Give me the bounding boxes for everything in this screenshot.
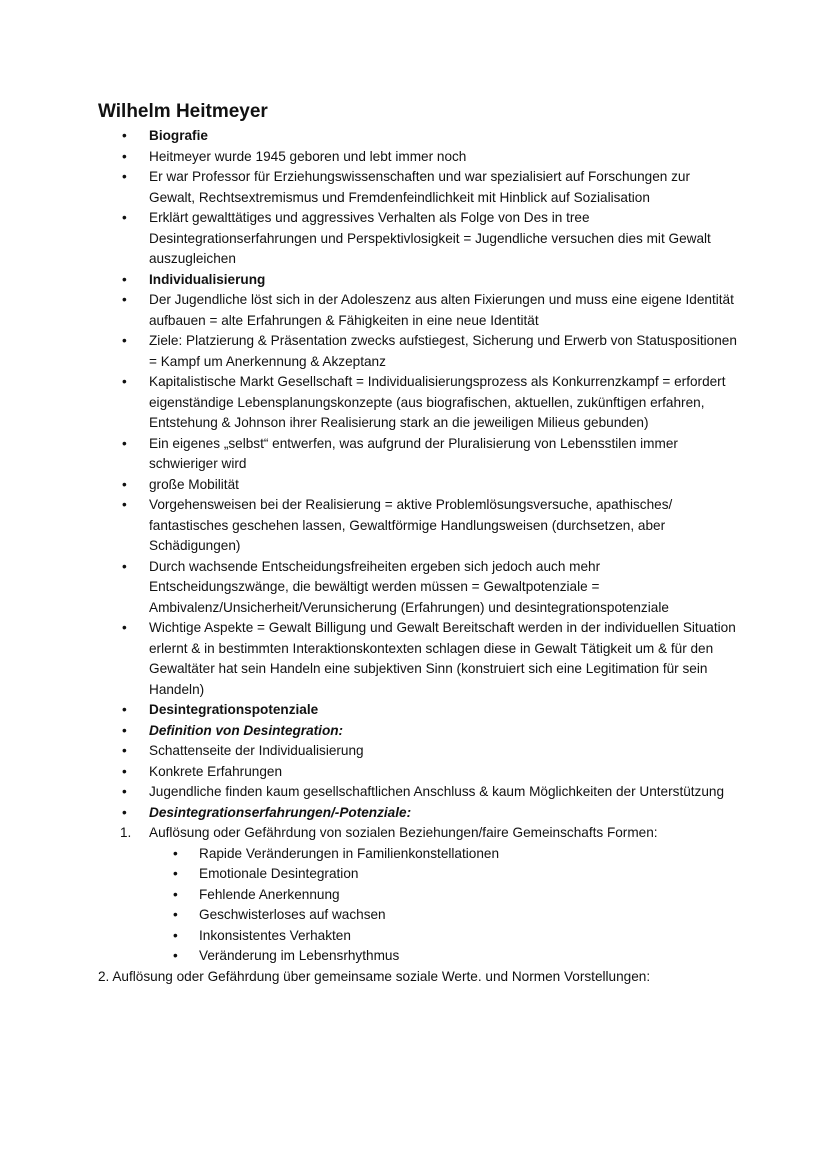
sub-list-item bbox=[98, 905, 738, 926]
bullet-icon: • bbox=[122, 435, 127, 451]
bullet-icon: • bbox=[122, 210, 127, 225]
bullet-icon: • bbox=[122, 763, 127, 779]
list-item-text: Konkrete Erfahrungen bbox=[149, 763, 283, 779]
list-item bbox=[98, 147, 738, 168]
bullet-icon: • bbox=[122, 128, 127, 143]
list-item bbox=[98, 167, 738, 208]
list-item-text: Der Jugendliche löst sich in der Adoleszenz aus alten Fixierungen und muss eine eigene Identität aufbauen = alte Erfahrungen & Fähigkeiten in eine neue Identität bbox=[149, 292, 734, 328]
list-item-text: Kapitalistische Markt Gesellschaft = Individualisierungsprozess als Konkurrenzkampf = erfordert eigenständige Lebensplanungskonzepte (aus biografischen, aktuellen, zukünftigen erfahren, Entstehung & Johnson ihrer Realisierung stark an die jeweiligen Milieus gebunden) bbox=[149, 374, 726, 430]
list-item bbox=[98, 557, 738, 619]
bullet-icon: • bbox=[173, 845, 178, 861]
document-page bbox=[98, 100, 738, 987]
bullet-icon: • bbox=[122, 804, 127, 820]
sub-list-item bbox=[98, 946, 738, 967]
sub-list-item-text: Inkonsistentes Verhakten bbox=[199, 927, 351, 943]
list-item bbox=[98, 803, 738, 824]
list-item bbox=[98, 721, 738, 742]
page-title: Wilhelm Heitmeyer bbox=[98, 101, 268, 122]
list-item-text: Individualisierung bbox=[149, 271, 266, 287]
list-item-text: Schattenseite der Individualisierung bbox=[149, 743, 364, 758]
list-item-text: Er war Professor für Erziehungswissenschaften und war spezialisiert auf Forschungen zur Gewalt, Rechtsextremismus und Fremdenfeindlichkeit mit Hinblick auf Sozialisation bbox=[149, 169, 690, 205]
list-item bbox=[98, 126, 738, 147]
sub-list-item bbox=[98, 926, 738, 947]
bullet-icon: • bbox=[122, 374, 127, 389]
list-item bbox=[98, 741, 738, 762]
list-item-text: Wichtige Aspekte = Gewalt Billigung und Gewalt Bereitschaft werden in der individuellen Situation erlernt & in bestimmten Interaktionskontexten schlagen diese in Gewalt Tätigkeit um & für den Gewaltäter hat sein Handeln eine subjektiven Sinn (konstruiert sich eine Legitimation für sein Handeln) bbox=[149, 620, 736, 697]
sub-list-item-text: Rapide Veränderungen in Familienkonstellationen bbox=[199, 845, 500, 861]
list-item-text: Durch wachsende Entscheidungsfreiheiten ergeben sich jedoch auch mehr Entscheidungszwänge, die bewältigt werden müssen = Gewaltpotenziale = Ambivalenz/Unsicherheit/Verunsicherung (Erfahrungen) und desintegrationspotenziale bbox=[149, 558, 669, 615]
list-item bbox=[98, 700, 738, 721]
list-item bbox=[98, 475, 738, 496]
bullet-icon: • bbox=[173, 927, 178, 943]
list-item-text: Definition von Desintegration: bbox=[149, 722, 344, 738]
bullet-icon: • bbox=[173, 886, 178, 902]
bullet-icon: • bbox=[122, 558, 127, 574]
numbered-item-text: Auflösung oder Gefährdung von sozialen Beziehungen/faire Gemeinschafts Formen: bbox=[149, 825, 658, 840]
list-item bbox=[98, 618, 738, 700]
bullet-icon: • bbox=[122, 292, 127, 307]
list-item-text: Ziele: Platzierung & Präsentation zwecks aufstiegest, Sicherung und Erwerb von Statuspositionen = Kampf um Anerkennung & Akzeptanz bbox=[149, 333, 737, 369]
list-item bbox=[98, 290, 738, 331]
list-item-text: Jugendliche finden kaum gesellschaftlichen Anschluss & kaum Möglichkeiten der Unterstützung bbox=[149, 784, 725, 799]
list-item-text: Desintegrationserfahrungen/-Potenziale: bbox=[149, 804, 412, 820]
list-item bbox=[98, 782, 738, 803]
list-item bbox=[98, 434, 738, 475]
bullet-icon: • bbox=[173, 948, 178, 963]
list-item-text: Erklärt gewalttätiges und aggressives Verhalten als Folge von Des in tree Desintegrationserfahrungen und Perspektivlosigkeit = Jugendliche versuchen dies mit Gewalt auszugleichen bbox=[149, 210, 711, 266]
list-item bbox=[98, 208, 738, 270]
list-item bbox=[98, 331, 738, 372]
list-item-text: Biografie bbox=[149, 128, 208, 143]
closing-paragraph: 2. Auflösung oder Gefährdung über gemeinsame soziale Werte. und Normen Vorstellungen: bbox=[98, 968, 651, 984]
bullet-icon: • bbox=[173, 866, 178, 881]
sub-list-item bbox=[98, 844, 738, 865]
sub-bullet-list bbox=[98, 844, 738, 967]
bullet-icon: • bbox=[122, 784, 127, 799]
list-item bbox=[98, 495, 738, 557]
bullet-icon: • bbox=[122, 743, 127, 758]
bullet-icon: • bbox=[122, 271, 127, 287]
list-item-text: Vorgehensweisen bei der Realisierung = aktive Problemlösungsversuche, apathisches/ fantastisches geschehen lassen, Gewaltförmige Handlungsweisen (durchsetzen, aber Schädigungen) bbox=[149, 497, 673, 553]
list-item bbox=[98, 762, 738, 783]
sub-list-item-text: Emotionale Desintegration bbox=[199, 866, 359, 881]
sub-list-item bbox=[98, 864, 738, 885]
list-item bbox=[98, 372, 738, 434]
bullet-icon: • bbox=[173, 907, 178, 922]
sub-list-item bbox=[98, 885, 738, 906]
sub-list-item-text: Fehlende Anerkennung bbox=[199, 886, 340, 902]
list-item-text: Desintegrationspotenziale bbox=[149, 702, 319, 717]
list-item-text: Heitmeyer wurde 1945 geboren und lebt immer noch bbox=[149, 148, 467, 164]
bullet-icon: • bbox=[122, 497, 127, 512]
list-item-text: Ein eigenes „selbst“ entwerfen, was aufgrund der Pluralisierung von Lebensstilen immer schwieriger wird bbox=[149, 435, 678, 471]
list-item-text: große Mobilität bbox=[149, 476, 239, 492]
bullet-icon: • bbox=[122, 169, 127, 184]
bullet-icon: • bbox=[122, 722, 127, 738]
item-number: 1. bbox=[120, 825, 132, 840]
bullet-icon: • bbox=[122, 148, 127, 164]
bullet-icon: • bbox=[122, 702, 127, 717]
sub-list-item-text: Geschwisterloses auf wachsen bbox=[199, 907, 386, 922]
sub-list-item-text: Veränderung im Lebensrhythmus bbox=[199, 948, 400, 963]
bullet-icon: • bbox=[122, 476, 127, 492]
bullet-icon: • bbox=[122, 333, 127, 348]
bullet-list bbox=[98, 126, 738, 823]
list-item bbox=[98, 270, 738, 291]
bullet-icon: • bbox=[122, 620, 127, 635]
numbered-item bbox=[98, 823, 738, 844]
